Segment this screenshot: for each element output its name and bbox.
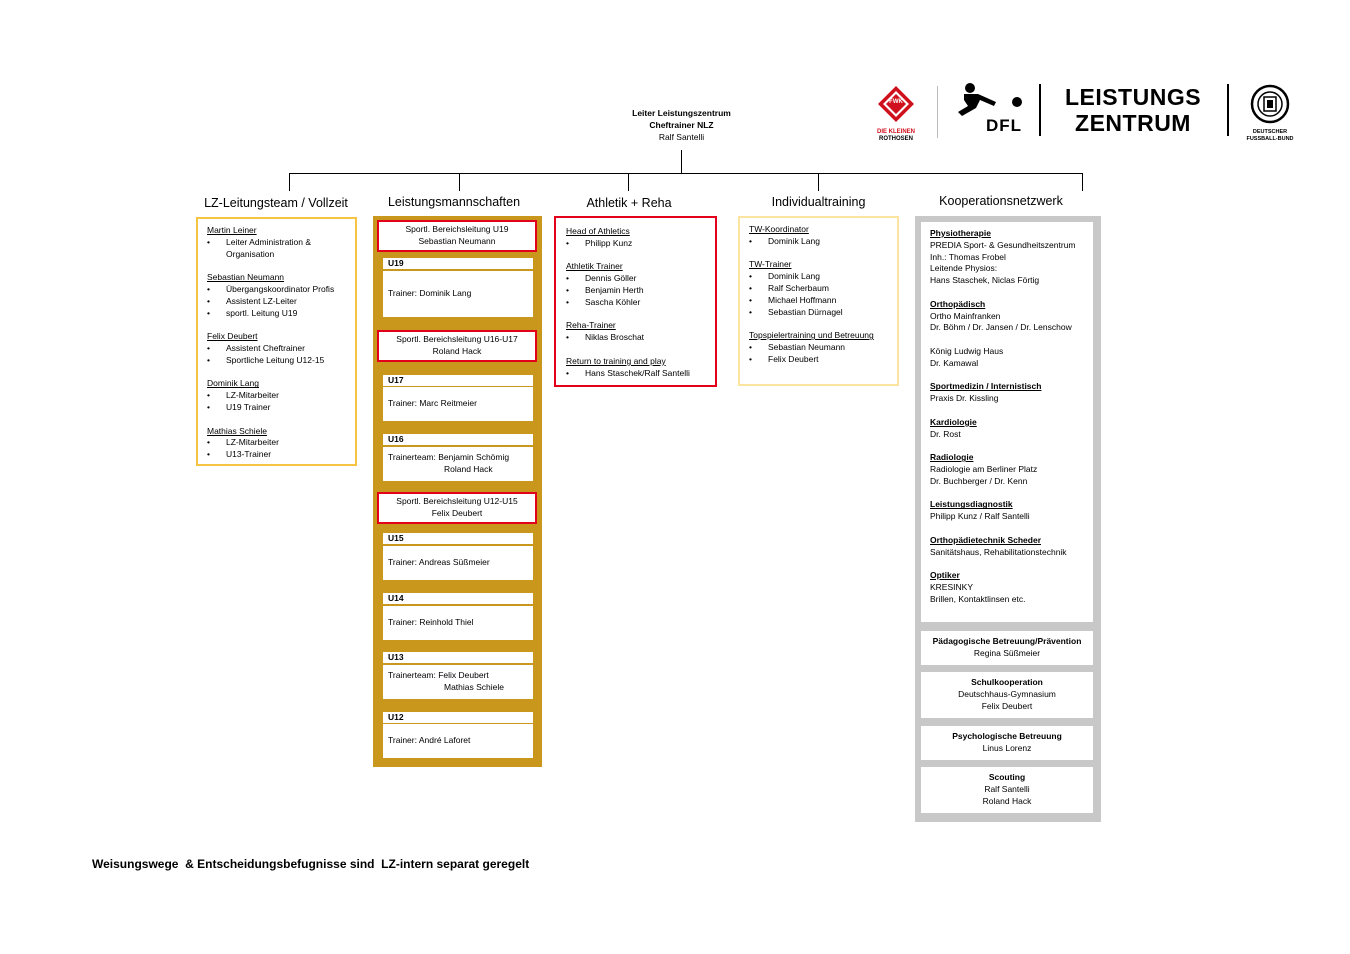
team-box-u19: Trainer: Dominik Lang: [383, 271, 533, 317]
team-title-u13: U13: [383, 652, 533, 663]
individual-person: • Dominik Lang: [749, 271, 892, 283]
team-box-u13: [383, 665, 533, 699]
leitung-person-name: Mathias Schiele: [207, 425, 268, 436]
dfl-logo: [950, 82, 1026, 140]
bereichsleitung-name: Sebastian Neumann: [418, 236, 496, 246]
koop-entry: [930, 299, 1089, 334]
koop-box-title: Scouting: [988, 772, 1026, 783]
team-trainer-line: Trainerteam: Benjamin Schömig: [388, 452, 510, 463]
kicker-figure-icon: [950, 82, 1026, 118]
koop-entry-title: Leistungsdiagnostik: [930, 499, 1013, 510]
leitung-group: [207, 272, 350, 319]
leistungszentrum-logo: [1050, 84, 1216, 136]
kickers-text-2: ROTHOSEN: [878, 136, 913, 142]
leitung-panel: [196, 217, 357, 466]
team-title-u17: U17: [383, 375, 533, 386]
koop-line: Sanitätshaus, Rehabilitationstechnik: [930, 546, 1067, 557]
koop-entry-title: Radiologie: [930, 452, 974, 463]
top-subtitle: Cheftrainer NLZ: [649, 119, 714, 130]
lz-text-2: ZENTRUM: [1075, 110, 1191, 136]
athletik-role-title: Head of Athletics: [566, 226, 630, 236]
bereichsleitung-name: Roland Hack: [432, 346, 482, 356]
koop-line: Dr. Böhm / Dr. Jansen / Dr. Lenschow: [930, 322, 1072, 333]
athletik-panel: [554, 216, 717, 387]
athletik-role-title: Reha-Trainer: [566, 320, 616, 331]
bereichsleitung-u19: [377, 220, 537, 252]
koop-line: Inh.: Thomas Frobel: [930, 251, 1006, 262]
koop-line: KRESINKY: [930, 581, 973, 592]
dfb-logo: [1240, 84, 1300, 140]
leitung-role: • LZ-Mitarbeiter: [207, 390, 350, 402]
individual-person: • Felix Deubert: [749, 354, 892, 366]
bereichsleitung-u16-u17: [377, 330, 537, 362]
koop-entry-title: Optiker: [930, 570, 960, 581]
athletik-role-title: Return to training and play: [566, 355, 666, 366]
koop-line: Philipp Kunz / Ralf Santelli: [930, 511, 1030, 522]
logo-divider-2: [1039, 84, 1041, 136]
athletik-group: [566, 320, 710, 344]
logo-divider-1: [937, 86, 938, 138]
top-box: [600, 108, 763, 143]
logo-divider-3: [1227, 84, 1229, 136]
connector-c1: [289, 173, 290, 191]
koop-entry-title: Orthopädisch: [930, 298, 986, 309]
koop-entry: [930, 499, 1089, 523]
koop-line: Radiologie am Berliner Platz: [930, 463, 1038, 474]
leitung-role: • U19 Trainer: [207, 402, 350, 414]
kickers-badge-text: FWK: [889, 99, 903, 105]
column-title-koop: Kooperationsnetzwerk: [939, 194, 1063, 208]
top-name: Ralf Santelli: [658, 131, 705, 142]
connector-c3: [628, 173, 629, 191]
team-trainer-line: Mathias Schiele: [444, 682, 505, 692]
athletik-group: [566, 226, 710, 250]
koop-entry: [930, 535, 1089, 559]
individual-person: • Michael Hoffmann: [749, 295, 892, 307]
koop-box-title: Psychologische Betreuung: [952, 731, 1062, 742]
leitung-group: [207, 331, 350, 366]
top-title: Leiter Leistungszentrum: [632, 108, 731, 118]
connector-c5: [1082, 173, 1083, 191]
bereichsleitung-title: Sportl. Bereichsleitung U16-U17: [396, 334, 518, 345]
connector-horizontal: [289, 173, 1083, 174]
connector-c4: [818, 173, 819, 191]
athletik-person: • Niklas Broschat: [566, 332, 710, 344]
team-box-u12: Trainer: André Laforet: [383, 724, 533, 758]
koop-box-line: Ralf Santelli: [984, 784, 1030, 795]
leitung-group: [207, 225, 350, 260]
koop-box-line: Deutschhaus-Gymnasium: [958, 689, 1056, 700]
leitung-role: • Leiter Administration &: [207, 237, 350, 249]
kickers-text-1: DIE KLEINEN: [876, 129, 915, 135]
connector-vertical-main: [681, 150, 682, 174]
dfb-text-1: DEUTSCHER: [1252, 129, 1288, 135]
column-title-mannschaften: Leistungsmannschaften: [387, 195, 521, 209]
team-trainer-line: Roland Hack: [444, 464, 493, 474]
athletik-group: [566, 261, 710, 308]
koop-entry-title: Sportmedizin / Internistisch: [930, 381, 1042, 392]
athletik-person: • Philipp Kunz: [566, 238, 710, 250]
leitung-person-name: Felix Deubert: [207, 331, 258, 342]
koop-box-line: Roland Hack: [982, 795, 1032, 806]
leitung-role-cont: Organisation: [226, 248, 275, 259]
koop-line: Dr. Kamawal: [930, 357, 979, 368]
team-box-u14: Trainer: Reinhold Thiel: [383, 606, 533, 640]
individual-group: [749, 330, 892, 365]
koop-line: Dr. Rost: [930, 428, 961, 439]
leitung-role: • U13-Trainer: [207, 449, 350, 461]
koop-entry: [930, 346, 1089, 370]
leitung-group: [207, 426, 350, 461]
koop-entry: [930, 381, 1089, 405]
koop-entry: [930, 570, 1089, 605]
koop-scouting-box: [921, 767, 1093, 813]
athletik-role-title: Athletik Trainer: [566, 261, 623, 272]
koop-entry-title: Orthopädietechnik Scheder: [930, 534, 1041, 545]
team-title-u15: U15: [383, 533, 533, 544]
individual-person: • Sebastian Dürnagel: [749, 307, 892, 319]
koop-line: Ortho Mainfranken: [930, 310, 1001, 321]
leitung-group: [207, 378, 350, 413]
column-title-individual: Individualtraining: [771, 195, 866, 209]
bereichsleitung-title: Sportl. Bereichsleitung U19: [405, 224, 509, 235]
leitung-role: • sportl. Leitung U19: [207, 308, 350, 320]
koop-paedagogik-box: [921, 631, 1093, 665]
koop-line: Brillen, Kontaktlinsen etc.: [930, 593, 1026, 604]
athletik-person: • Sascha Köhler: [566, 297, 710, 309]
koop-psychologie-box: [921, 726, 1093, 760]
team-box-u15: Trainer: Andreas Süßmeier: [383, 546, 533, 580]
individual-panel: [738, 216, 899, 386]
koop-main-box: [921, 222, 1093, 622]
footer-note: Weisungswege & Entscheidungsbefugnisse sind LZ-intern separat geregelt: [92, 857, 530, 871]
team-box-u16: [383, 447, 533, 481]
individual-person: • Ralf Scherbaum: [749, 283, 892, 295]
athletik-person: • Benjamin Herth: [566, 285, 710, 297]
individual-person: • Sebastian Neumann: [749, 342, 892, 354]
koop-line: Hans Staschek, Niclas Förtig: [930, 275, 1040, 286]
individual-person: • Dominik Lang: [749, 236, 892, 248]
koop-entry-title: Physiotherapie: [930, 228, 991, 238]
individual-role-title: Topspielertraining und Betreuung: [749, 330, 874, 341]
bereichsleitung-title: Sportl. Bereichsleitung U12-U15: [396, 496, 518, 507]
leitung-role: • Sportliche Leitung U12-15: [207, 355, 350, 367]
dfb-text-2: FUSSBALL-BUND: [1246, 135, 1294, 142]
koop-entry: [930, 417, 1089, 441]
individual-role-title: TW-Koordinator: [749, 224, 809, 234]
lz-text-1: LEISTUNGS: [1064, 84, 1202, 110]
leitung-person-name: Sebastian Neumann: [207, 272, 285, 283]
koop-line: Leitende Physios:: [930, 263, 998, 274]
dfb-emblem-icon: [1250, 84, 1290, 124]
team-title-u12: U12: [383, 712, 533, 723]
koop-entry: [930, 452, 1089, 487]
leitung-person-name: Dominik Lang: [207, 378, 259, 389]
koop-entry-title: Kardiologie: [930, 416, 977, 427]
team-trainer-line: Trainerteam: Felix Deubert: [388, 670, 489, 681]
leitung-person-name: Martin Leiner: [207, 225, 257, 235]
individual-group: [749, 259, 892, 318]
koop-line: PREDIA Sport- & Gesundheitszentrum: [930, 239, 1076, 250]
team-title-u16: U16: [383, 434, 533, 445]
dfl-text: DFL: [986, 116, 1023, 135]
individual-group: [749, 224, 892, 248]
team-box-u17: Trainer: Marc Reitmeier: [383, 387, 533, 421]
team-title-u14: U14: [383, 593, 533, 604]
koop-box-line: Felix Deubert: [981, 700, 1033, 711]
leitung-role: • Assistent Cheftrainer: [207, 343, 350, 355]
column-title-leitung: LZ-Leitungsteam / Vollzeit: [204, 196, 348, 210]
koop-line: König Ludwig Haus: [930, 345, 1004, 356]
team-title-u19: U19: [383, 258, 533, 269]
bereichsleitung-u12-u15: [377, 492, 537, 524]
koop-box-line: Regina Süßmeier: [973, 648, 1041, 658]
koop-box-title: Schulkooperation: [971, 677, 1043, 688]
athletik-group: [566, 356, 710, 380]
koop-line: Praxis Dr. Kissling: [930, 393, 999, 404]
column-title-athletik: Athletik + Reha: [586, 196, 672, 210]
leitung-role: • LZ-Mitarbeiter: [207, 437, 350, 449]
koop-box-title: Pädagogische Betreuung/Prävention: [932, 636, 1082, 647]
kickers-logo: [874, 84, 918, 142]
connector-c2: [459, 173, 460, 191]
koop-schule-box: [921, 672, 1093, 718]
leitung-role: • Assistent LZ-Leiter: [207, 296, 350, 308]
athletik-person: • Hans Staschek/Ralf Santelli: [566, 368, 710, 380]
koop-entry: [930, 228, 1089, 287]
athletik-person: • Dennis Göller: [566, 273, 710, 285]
individual-role-title: TW-Trainer: [749, 259, 792, 270]
bereichsleitung-name: Felix Deubert: [431, 508, 483, 518]
koop-box-line: Linus Lorenz: [982, 743, 1032, 753]
leitung-role: • Übergangskoordinator Profis: [207, 284, 350, 296]
koop-line: Dr. Buchberger / Dr. Kenn: [930, 475, 1028, 486]
